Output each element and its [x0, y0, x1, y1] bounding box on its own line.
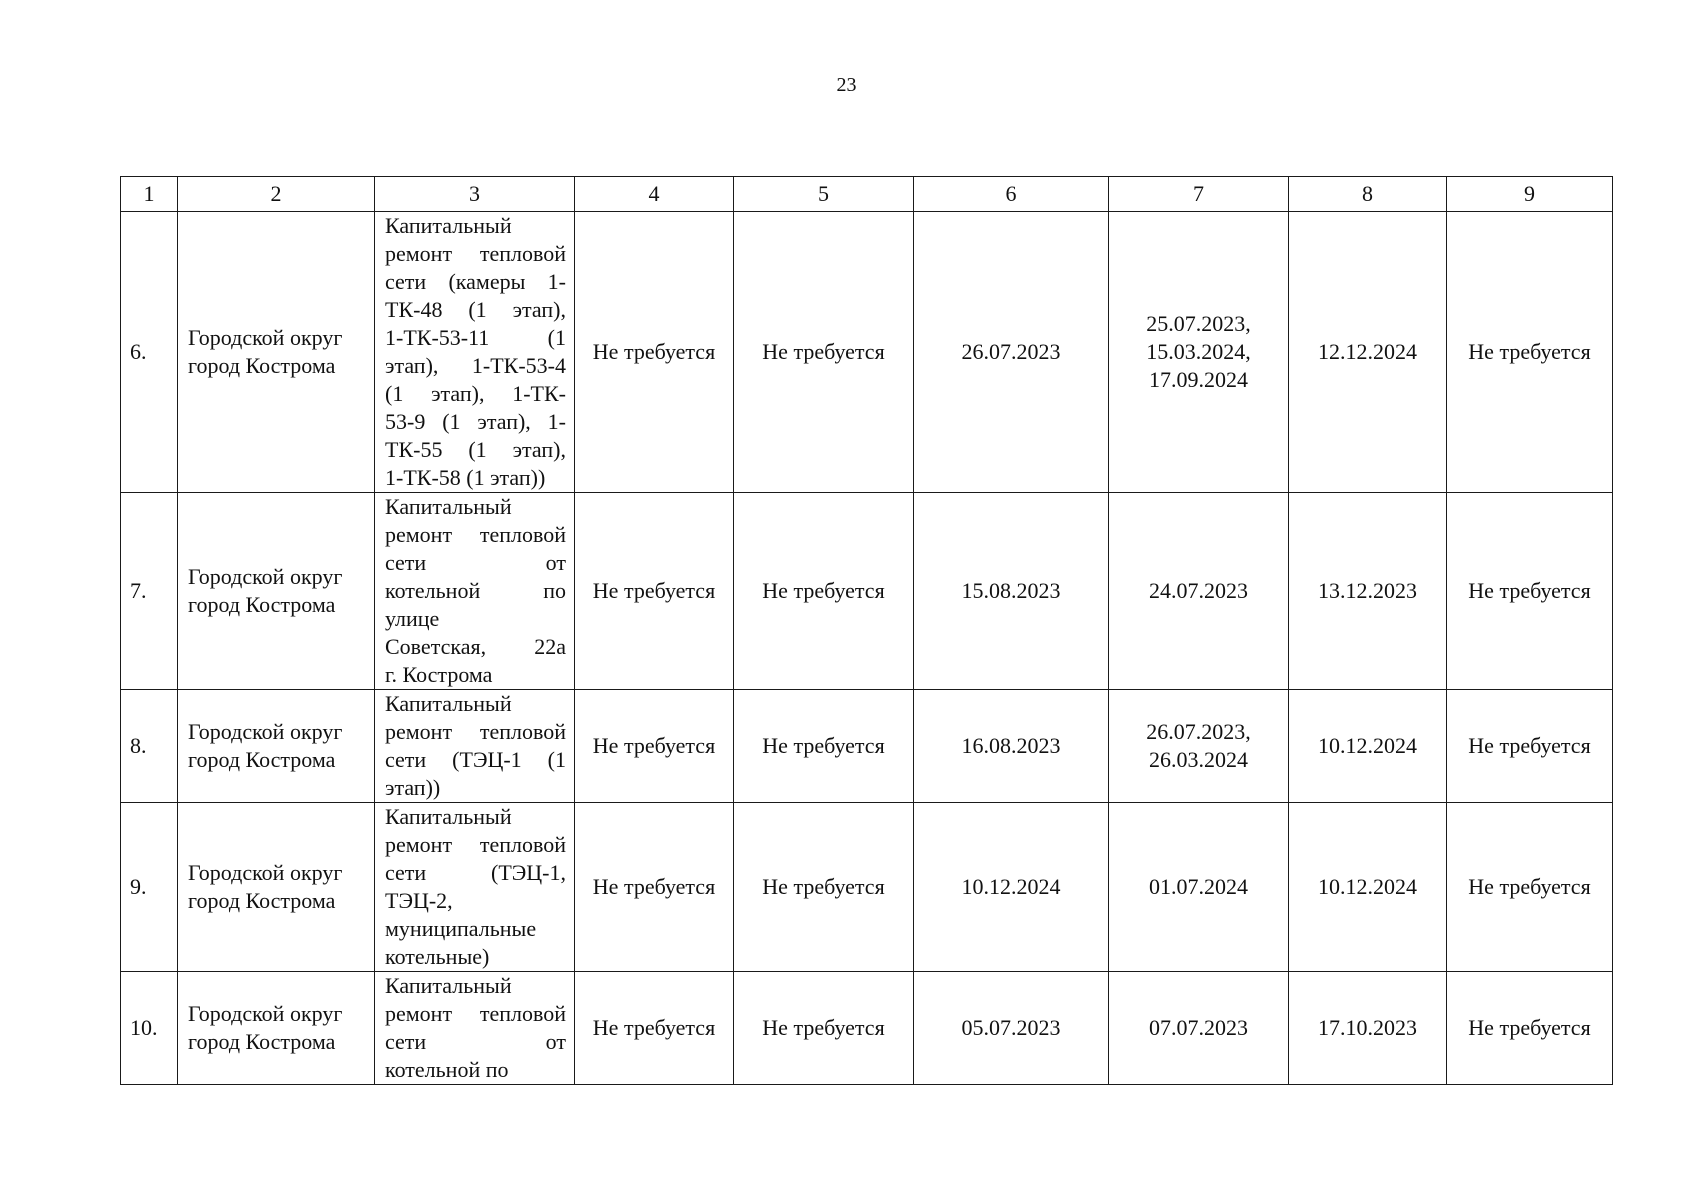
description-line: (1 этап), 1-ТК-: [385, 381, 566, 406]
municipality-cell: Городской округ город Кострома: [178, 803, 375, 972]
col9-cell: Не требуется: [1447, 212, 1613, 493]
description-line: улице: [385, 606, 440, 631]
col5-cell: Не требуется: [734, 690, 914, 803]
date-line: 07.07.2023: [1149, 1015, 1248, 1040]
col9-cell: Не требуется: [1447, 493, 1613, 690]
table-row: [121, 690, 1613, 803]
description-cell: [375, 690, 575, 803]
date-line: 24.07.2023: [1149, 578, 1248, 603]
description-line: котельной по: [385, 578, 566, 603]
table-row: [121, 803, 1613, 972]
col8-date-cell: 12.12.2024: [1289, 212, 1447, 493]
col4-cell: Не требуется: [575, 972, 734, 1085]
col8-date-cell: 17.10.2023: [1289, 972, 1447, 1085]
description-line: сети от: [385, 550, 566, 575]
row-number: 10.: [121, 972, 178, 1085]
description-line: Капитальный: [385, 691, 512, 716]
description-line: сети от: [385, 1029, 566, 1054]
row-number: 7.: [121, 493, 178, 690]
description-line: Капитальный: [385, 973, 512, 998]
description-line: 53-9 (1 этап), 1-: [385, 409, 566, 434]
col7-dates-cell: [1109, 690, 1289, 803]
description-line: Советская, 22а: [385, 634, 566, 659]
table-row: [121, 493, 1613, 690]
description-line: ТЭЦ-2,: [385, 888, 453, 913]
col4-cell: Не требуется: [575, 690, 734, 803]
col7-dates-cell: [1109, 803, 1289, 972]
row-number: 8.: [121, 690, 178, 803]
date-line: 25.07.2023,: [1146, 311, 1251, 336]
header-cell: 6: [914, 177, 1109, 212]
description-line: 1-ТК-53-11 (1: [385, 325, 566, 350]
description-line: ремонт тепловой: [385, 832, 566, 857]
description-line: этап)): [385, 775, 441, 800]
header-cell: 3: [375, 177, 575, 212]
date-line: 15.03.2024,: [1146, 339, 1251, 364]
col4-cell: Не требуется: [575, 493, 734, 690]
description-line: муниципальные: [385, 916, 537, 941]
header-row: [121, 177, 1613, 212]
header-cell: 5: [734, 177, 914, 212]
col7-dates-cell: [1109, 493, 1289, 690]
col5-cell: Не требуется: [734, 493, 914, 690]
header-cell: 9: [1447, 177, 1613, 212]
description-cell: [375, 972, 575, 1085]
date-line: 26.07.2023,: [1146, 719, 1251, 744]
municipality-cell: Городской округ город Кострома: [178, 212, 375, 493]
header-cell: 4: [575, 177, 734, 212]
description-line: сети (ТЭЦ-1 (1: [385, 747, 566, 772]
header-cell: 7: [1109, 177, 1289, 212]
col6-date-cell: 05.07.2023: [914, 972, 1109, 1085]
date-line: 26.03.2024: [1149, 747, 1248, 772]
col8-date-cell: 10.12.2024: [1289, 803, 1447, 972]
description-line: Капитальный: [385, 213, 512, 238]
description-line: ремонт тепловой: [385, 241, 566, 266]
header-cell: 8: [1289, 177, 1447, 212]
description-cell: [375, 212, 575, 493]
page-number: 23: [836, 74, 857, 96]
municipality-cell: Городской округ город Кострома: [178, 972, 375, 1085]
description-line: Капитальный: [385, 804, 512, 829]
header-cell: 2: [178, 177, 375, 212]
col6-date-cell: 26.07.2023: [914, 212, 1109, 493]
col9-cell: Не требуется: [1447, 972, 1613, 1085]
description-line: ремонт тепловой: [385, 522, 566, 547]
data-table: [120, 176, 1613, 1085]
description-line: 1-ТК-58 (1 этап)): [385, 465, 546, 490]
date-line: 01.07.2024: [1149, 874, 1248, 899]
col8-date-cell: 13.12.2023: [1289, 493, 1447, 690]
table-row: [121, 972, 1613, 1085]
description-cell: [375, 803, 575, 972]
municipality-cell: Городской округ город Кострома: [178, 690, 375, 803]
col6-date-cell: 16.08.2023: [914, 690, 1109, 803]
description-line: этап), 1-ТК-53-4: [385, 353, 566, 378]
description-line: сети (камеры 1-: [385, 269, 566, 294]
description-line: котельные): [385, 944, 490, 969]
description-line: котельной по: [385, 1057, 509, 1082]
col7-dates-cell: [1109, 212, 1289, 493]
col5-cell: Не требуется: [734, 803, 914, 972]
description-line: ТК-55 (1 этап),: [385, 437, 566, 462]
col5-cell: Не требуется: [734, 212, 914, 493]
col6-date-cell: 15.08.2023: [914, 493, 1109, 690]
description-cell: [375, 493, 575, 690]
col9-cell: Не требуется: [1447, 803, 1613, 972]
col4-cell: Не требуется: [575, 212, 734, 493]
description-line: ремонт тепловой: [385, 1001, 566, 1026]
col6-date-cell: 10.12.2024: [914, 803, 1109, 972]
row-number: 9.: [121, 803, 178, 972]
date-line: 17.09.2024: [1149, 367, 1248, 392]
municipality-cell: Городской округ город Кострома: [178, 493, 375, 690]
col5-cell: Не требуется: [734, 972, 914, 1085]
row-number: 6.: [121, 212, 178, 493]
description-line: ремонт тепловой: [385, 719, 566, 744]
col8-date-cell: 10.12.2024: [1289, 690, 1447, 803]
description-line: г. Кострома: [385, 662, 493, 687]
col7-dates-cell: [1109, 972, 1289, 1085]
col4-cell: Не требуется: [575, 803, 734, 972]
table-row: [121, 212, 1613, 493]
description-line: ТК-48 (1 этап),: [385, 297, 566, 322]
col9-cell: Не требуется: [1447, 690, 1613, 803]
header-cell: 1: [121, 177, 178, 212]
description-line: сети (ТЭЦ-1,: [385, 860, 566, 885]
description-line: Капитальный: [385, 494, 512, 519]
